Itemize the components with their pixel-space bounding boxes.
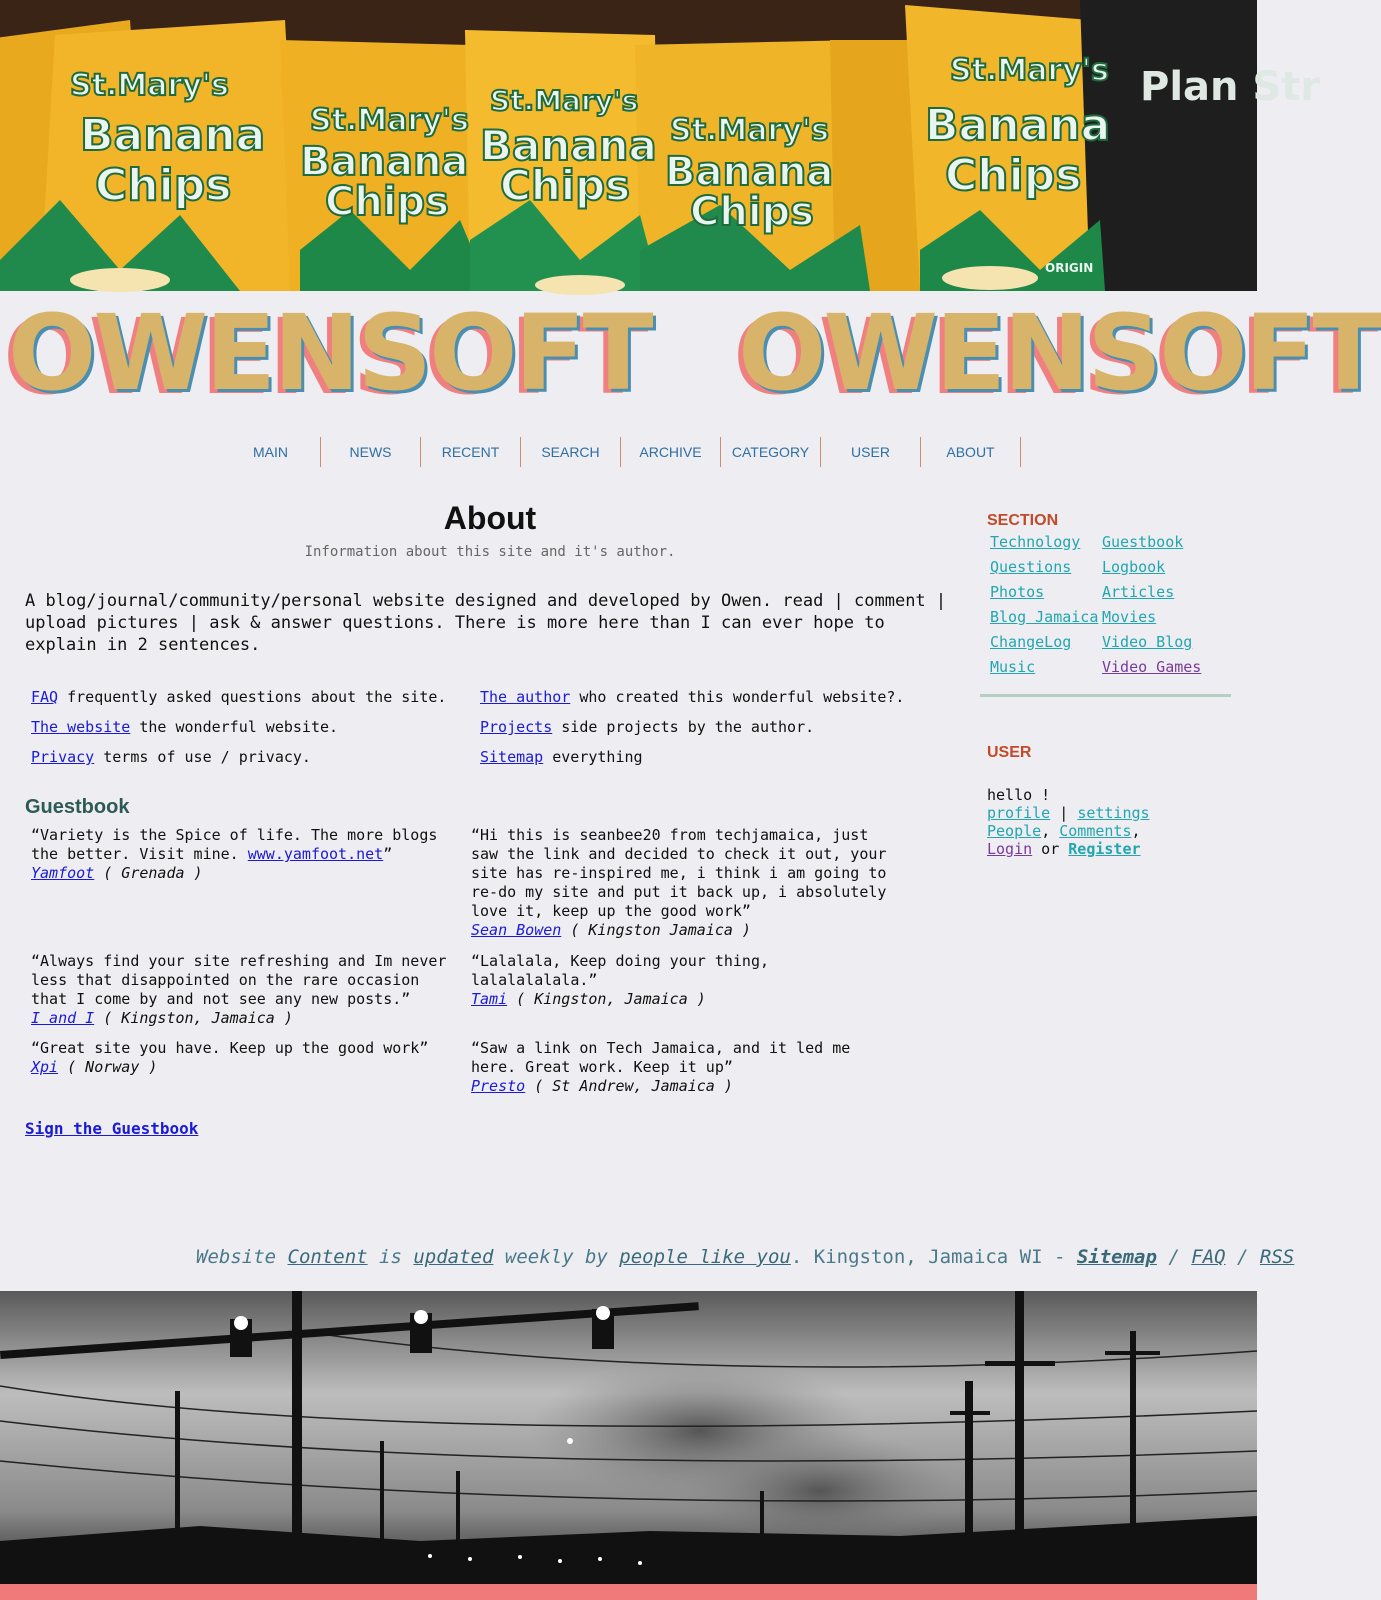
projects-link[interactable]: Projects [480,718,553,736]
main-nav [221,437,1021,469]
bag-product-text: Chips [95,160,232,211]
intro-text: A blog/journal/community/personal website designed and developed by Owen. read | comment | upload pictures | ask & answer questions. There is more here than I can ever hope to explain in 2 sentences. [25,591,947,655]
guestbook-entry [471,952,891,1009]
guestbook-quote: “Saw a link on Tech Jamaica, and it led me here. Great work. Keep it up” [471,1039,851,1076]
guestbook-author-link[interactable]: I and I [31,1009,95,1027]
site-logo[interactable] [0,291,1381,421]
section-video-games[interactable]: Video Games [1102,658,1202,676]
user-box [980,744,1234,858]
section-movies[interactable]: Movies [1102,608,1157,626]
nav-news[interactable]: NEWS [321,437,421,467]
bag-product-text: Banana [480,121,657,170]
about-link-desc: everything [543,748,643,766]
bag-brand-text: St.Mary's [70,68,229,103]
nav-archive[interactable]: ARCHIVE [621,437,721,467]
sign-guestbook-link[interactable]: Sign the Guestbook [25,1119,199,1138]
guestbook-quote: “Always find your site refreshing and Im never less that disappointed on the rare occasion that I come by and not see any new posts.” [31,952,447,1008]
guestbook-place: ( St Andrew, Jamaica ) [525,1077,733,1095]
bag-brand-text: St.Mary's [670,113,829,148]
nav-recent[interactable]: RECENT [421,437,521,467]
bag-product-text: Chips [325,179,449,225]
footer-text-part: . Kingston, Jamaica WI - [790,1246,1077,1268]
privacy-link[interactable]: Privacy [31,748,95,766]
about-link-row [480,718,814,736]
separator: , [1041,822,1060,840]
footer-faq-link[interactable]: FAQ [1191,1246,1226,1268]
bag-product-text: Banana [80,110,266,161]
guestbook-author-link[interactable]: Presto [471,1077,526,1095]
bag-corner-text: ORIGIN [1045,261,1094,275]
bag-product-text: Banana [925,100,1111,151]
footer-text-part: is [367,1246,414,1268]
header-photo [0,0,1321,291]
nav-main[interactable]: MAIN [221,437,321,467]
guestbook-site-link[interactable]: www.yamfoot.net [247,845,384,863]
section-blog-jamaica[interactable]: Blog Jamaica [990,608,1099,626]
section-divider [980,694,1231,697]
faq-link[interactable]: FAQ [31,688,59,706]
guestbook-quote: “Hi this is seanbee20 from techjamaica, just saw the link and decided to check it out, your site has re-inspired me, i think i am going to re-do my site and put it back up, i absolutely love it, keep up the good work” [471,826,887,920]
nav-search[interactable]: SEARCH [521,437,621,467]
section-video-blog[interactable]: Video Blog [1102,633,1193,651]
settings-link[interactable]: settings [1077,804,1150,822]
about-link-desc: frequently asked questions about the site. [58,688,447,706]
bag-product-text: Banana [665,149,834,195]
footer-text-part: weekly by [493,1246,620,1268]
section-list [980,530,1234,690]
guestbook-entry [31,952,451,1028]
footer-bar [0,1584,1257,1600]
user-heading: USER [987,744,1032,761]
section-guestbook[interactable]: Guestbook [1102,533,1184,551]
people-link[interactable]: People [987,822,1042,840]
section-heading: SECTION [987,512,1059,529]
about-link-desc: who created this wonderful website?. [570,688,905,706]
guestbook-entry [471,826,891,940]
footer-rss-link[interactable]: RSS [1259,1246,1295,1268]
page-title: About [443,500,537,536]
dark-bag-text: Plan Str [1140,64,1321,110]
guestbook-author-link[interactable]: Yamfoot [31,864,95,882]
section-questions[interactable]: Questions [990,558,1072,576]
footer-text-part: / [1156,1246,1192,1268]
about-link-row [480,748,643,766]
register-link[interactable]: Register [1068,840,1141,858]
profile-link[interactable]: profile [987,804,1051,822]
website-link[interactable]: The website [31,718,131,736]
bag-product-text: Chips [690,189,814,235]
guestbook-entry [471,1039,891,1096]
footer-photo [0,1291,1257,1584]
guestbook-place: ( Kingston, Jamaica ) [94,1009,293,1027]
guestbook-entry [31,826,451,883]
footer-text-part: Website [196,1246,288,1268]
comments-link[interactable]: Comments [1059,822,1132,840]
section-music[interactable]: Music [990,658,1036,676]
about-link-row [31,688,446,706]
or-text: or [1032,840,1069,858]
about-link-desc: side projects by the author. [552,718,815,736]
footer-text [196,1246,1294,1268]
sidebar [980,512,1234,858]
bag-product-text: Banana [300,139,469,185]
guestbook-author-link[interactable]: Sean Bowen [471,921,562,939]
page-subtitle: Information about this site and it's author. [304,544,676,560]
guestbook-quote-end: ” [383,845,393,863]
separator: , [1131,822,1141,840]
footer-updated-link[interactable]: updated [413,1246,494,1268]
section-logbook[interactable]: Logbook [1102,558,1166,576]
section-technology[interactable]: Technology [990,533,1081,551]
footer-text-part: / [1225,1246,1260,1268]
guestbook-author-link[interactable]: Xpi [31,1058,59,1076]
guestbook-quote: “Great site you have. Keep up the good work” [31,1039,429,1057]
about-link-desc: terms of use / privacy. [94,748,311,766]
guestbook-entry [31,1039,451,1077]
about-link-row [480,688,904,706]
nav-about[interactable]: ABOUT [921,437,1021,467]
bag-brand-text: St.Mary's [490,84,639,117]
sitemap-link[interactable]: Sitemap [480,748,544,766]
bag-brand-text: St.Mary's [310,103,469,138]
guestbook-heading: Guestbook [25,796,130,818]
guestbook-quote: “Variety is the Spice of life. The more blogs the better. Visit mine. [31,826,438,863]
logo-text-repeat: OWENSOFT [738,292,1381,414]
main-content [25,496,955,1138]
footer-content-link[interactable]: Content [287,1246,368,1268]
bag-brand-text: St.Mary's [950,53,1109,88]
guestbook-place: ( Norway ) [58,1058,158,1076]
about-link-desc: the wonderful website. [130,718,339,736]
logo-text[interactable]: OWENSOFT [8,292,651,414]
about-link-row [31,748,311,766]
section-articles[interactable]: Articles [1102,583,1175,601]
separator: | [1050,804,1078,822]
bag-product-text: Chips [500,161,631,210]
guestbook-place: ( Grenada ) [94,864,203,882]
guestbook-place: ( Kingston, Jamaica ) [507,990,706,1008]
login-link[interactable]: Login [987,840,1033,858]
author-link[interactable]: The author [480,688,571,706]
footer-people-link[interactable]: people like you [619,1246,791,1268]
nav-user[interactable]: USER [821,437,921,467]
about-link-row [31,718,338,736]
guestbook-author-link[interactable]: Tami [471,990,508,1008]
section-photos[interactable]: Photos [990,583,1045,601]
guestbook-quote: “Lalalala, Keep doing your thing, lalalalalala.” [471,952,770,989]
guestbook-place: ( Kingston Jamaica ) [561,921,751,939]
section-changelog[interactable]: ChangeLog [990,633,1072,651]
bag-product-text: Chips [945,150,1082,201]
nav-category[interactable]: CATEGORY [721,437,821,467]
footer-sitemap-link[interactable]: Sitemap [1076,1246,1157,1268]
hello-text: hello ! [987,786,1051,804]
